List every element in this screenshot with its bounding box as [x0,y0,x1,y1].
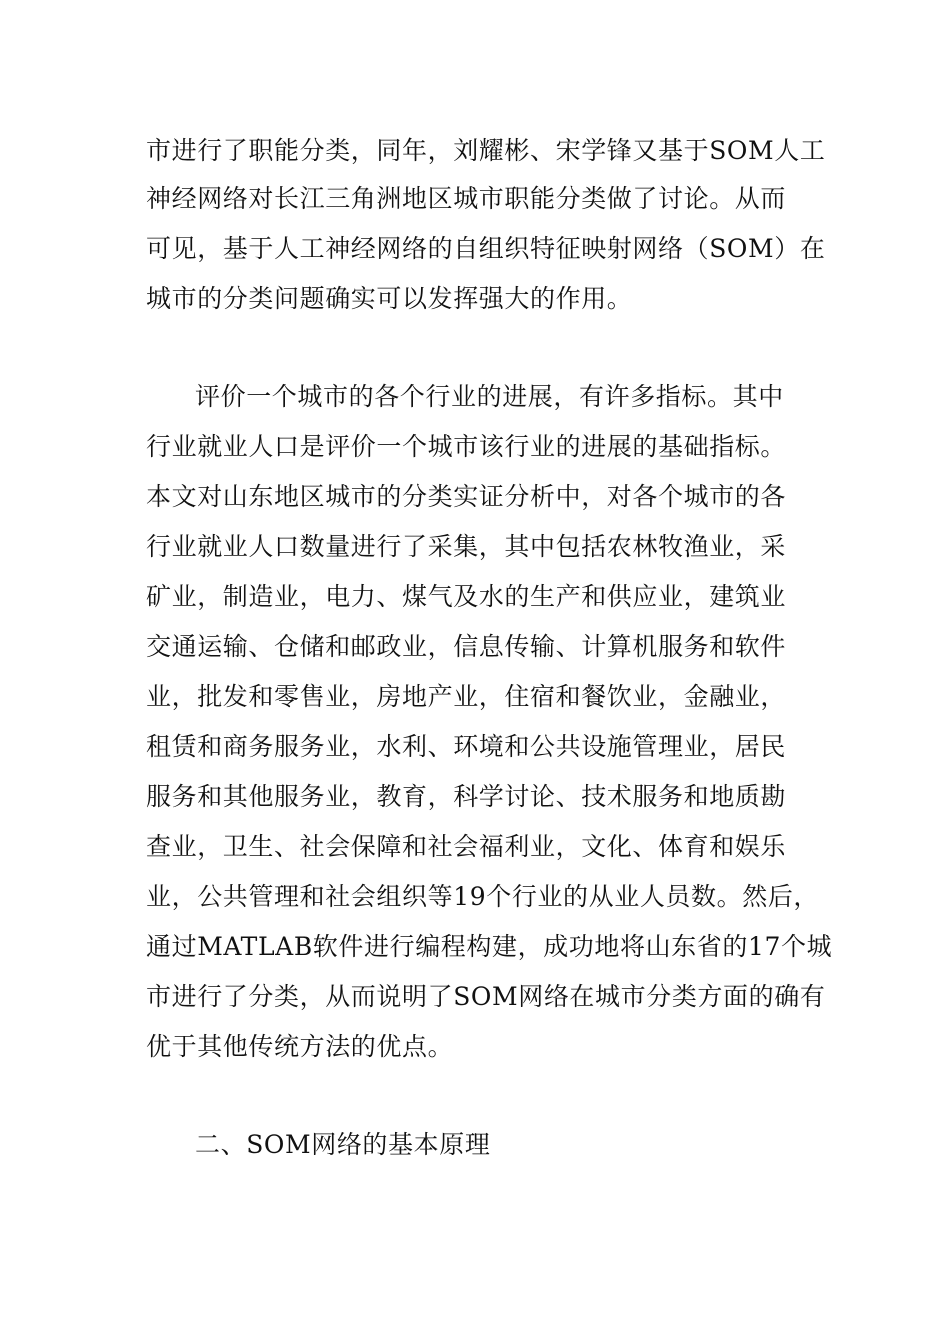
paragraph-line: 神经网络对长江三角洲地区城市职能分类做了讨论。从而 [146,184,787,213]
paragraph-line: 本文对山东地区城市的分类实证分析中，对各个城市的各 [146,482,787,511]
paragraph-line: 查业，卫生、社会保障和社会福利业，文化、体育和娱乐 [146,832,787,861]
paragraph-line: 交通运输、仓储和邮政业，信息传输、计算机服务和软件 [146,632,787,661]
paragraph-line: 市进行了职能分类，同年，刘耀彬、宋学锋又基于SOM人工 [146,136,826,165]
paragraph-line: 服务和其他服务业，教育，科学讨论、技术服务和地质勘 [146,782,787,811]
section-heading: 二、SOM网络的基本原理 [195,1130,491,1159]
paragraph-line: 租赁和商务服务业，水利、环境和公共设施管理业，居民 [146,732,787,761]
paragraph-line: 矿业，制造业，电力、煤气及水的生产和供应业，建筑业 [146,582,787,611]
paragraph-line: 城市的分类问题确实可以发挥强大的作用。 [146,284,633,313]
paragraph-line: 业，批发和零售业，房地产业，住宿和餐饮业，金融业， [146,682,787,711]
paragraph-line: 通过MATLAB软件进行编程构建，成功地将山东省的17个城 [146,932,833,961]
paragraph-line: 可见，基于人工神经网络的自组织特征映射网络（SOM）在 [146,234,826,263]
paragraph-line: 行业就业人口是评价一个城市该行业的进展的基础指标。 [146,432,787,461]
paragraph-line: 业，公共管理和社会组织等19个行业的从业人员数。然后， [146,882,820,911]
paragraph-line: 优于其他传统方法的优点。 [146,1032,454,1061]
paragraph-line: 市进行了分类，从而说明了SOM网络在城市分类方面的确有 [146,982,826,1011]
paragraph-line: 评价一个城市的各个行业的进展，有许多指标。其中 [195,382,784,411]
paragraph-line: 行业就业人口数量进行了采集，其中包括农林牧渔业，采 [146,532,787,561]
